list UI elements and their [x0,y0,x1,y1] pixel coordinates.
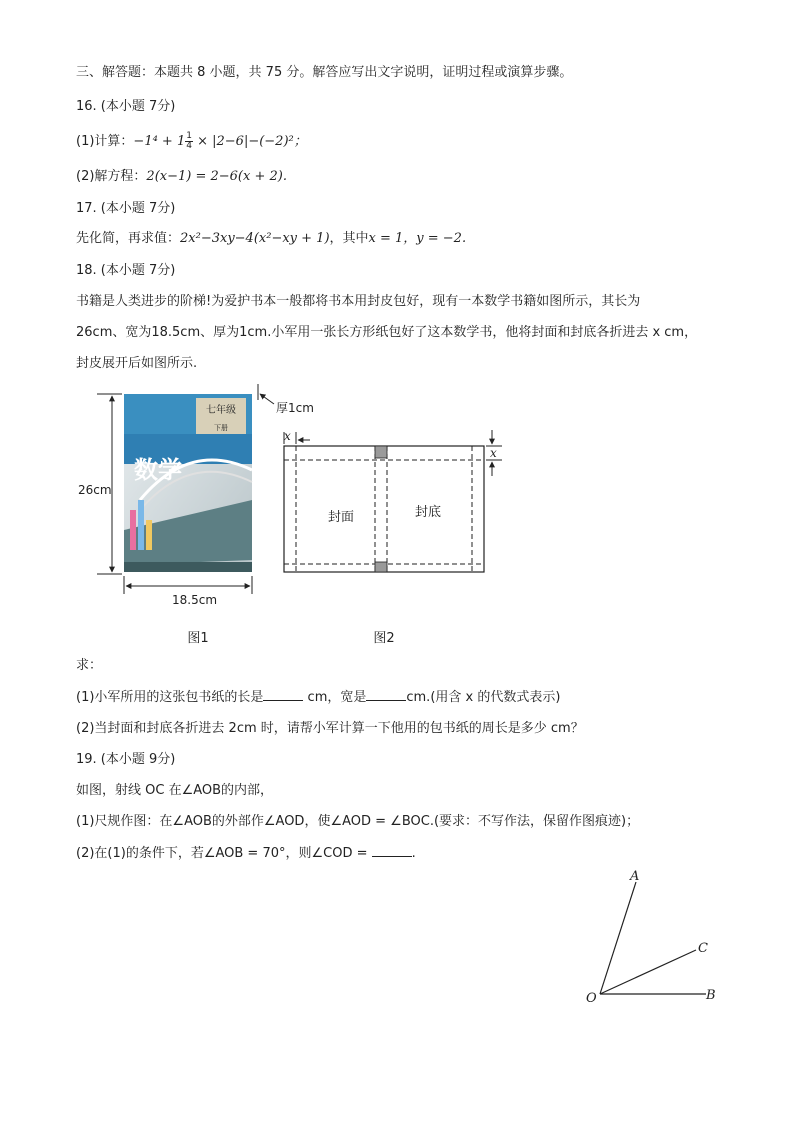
q18-part1-b: cm，宽是 [303,690,367,705]
ray-oa [600,882,636,994]
point-c-label: C [698,941,708,956]
q18-title: 18. (本小题 7分) [76,263,176,278]
q18-figures [0,380,794,650]
thickness-pointer [260,394,274,404]
point-o-label: O [586,991,597,1006]
q18-part1 [76,688,560,707]
point-a-label: A [630,869,640,884]
ray-oc [600,950,696,994]
q16-part1-expr-b: × |2−6|−(−2)²； [192,134,307,149]
q16-part2-expr: 2(x−1) = 2−6(x + 2). [146,169,287,184]
width-label: 18.5cm [172,593,218,607]
q18-line1: 书籍是人类进步的阶梯!为爱护书本一般都将书本用封皮包好，现有一本数学书籍如图所示，其长为 [76,294,641,309]
q17-text-b: ，其中 [329,231,369,246]
volume-label: 下册 [214,424,228,432]
frac-denominator: 4 [186,141,192,151]
q18-line3: 封皮展开后如图所示. [76,356,198,371]
wrapper-diagram [284,446,484,572]
q17-expr: 2x²−3xy−4(x²−xy + 1) [180,231,330,246]
x-label-left: x [284,429,291,443]
frac-numerator: 1 [186,131,192,141]
q17-title: 17. (本小题 7分) [76,201,176,216]
q18-part1-c: cm.(用含 x 的代数式表示) [406,690,561,705]
angle-figure [578,866,738,1016]
x-label-right: x [490,446,497,460]
q19-part2-period: . [411,846,416,861]
width-answer-blank[interactable] [366,688,406,701]
q19-title: 19. (本小题 9分) [76,752,176,767]
q18-ask: 求： [76,658,103,673]
angle-cod-answer-blank[interactable] [372,844,412,857]
q16-part1 [76,132,307,151]
q19-part2-a: (2)在(1)的条件下，若∠AOB = 70°，则∠COD = [76,846,368,861]
q16-part1-fraction [185,132,193,151]
q19-intro: 如图，射线 OC 在∠AOB的内部， [76,783,274,798]
book-title-label: 数学 [134,456,182,484]
q19-part1: (1)尺规作图：在∠AOB的外部作∠AOD，使∠AOD = ∠BOC.(要求：不写作法，保留作图痕迹)； [76,814,640,829]
back-cover-label: 封底 [414,505,442,520]
q18-part2: (2)当封面和封底各折进去 2cm 时，请帮小军计算一下他用的包书纸的周长是多少 cm？ [76,721,584,736]
q17-text-a: 先化简，再求值： [76,231,181,246]
front-cover-label: 封面 [327,510,355,525]
q16-part2-label: (2)解方程： [76,169,147,184]
q19-part2 [76,844,416,863]
thickness-label: 厚1cm [276,401,314,415]
q17-condition: x = 1，y = −2. [368,231,467,246]
q18-line2: 26cm、宽为18.5cm、厚为1cm.小军用一张长方形纸包好了这本数学书，他将封面和封底各折进去 x cm， [76,325,698,340]
q16-part2 [76,168,287,186]
q16-part1-label: (1)计算： [76,134,134,149]
length-answer-blank[interactable] [263,688,303,701]
height-label: 26cm [78,483,112,497]
fig2-caption: 图2 [373,631,395,646]
q18-part1-a: (1)小军所用的这张包书纸的长是 [76,690,264,705]
fig1-caption: 图1 [187,631,209,646]
section-header: 三、解答题：本题共 8 小题，共 75 分。解答应写出文字说明，证明过程或演算步骤。 [76,65,573,80]
q16-part1-expr-a: −1⁴ + 1 [133,134,186,149]
q16-title: 16. (本小题 7分) [76,99,176,114]
point-b-label: B [706,988,716,1003]
q17-text [76,230,466,248]
grade-label: 七年级 [206,405,236,416]
